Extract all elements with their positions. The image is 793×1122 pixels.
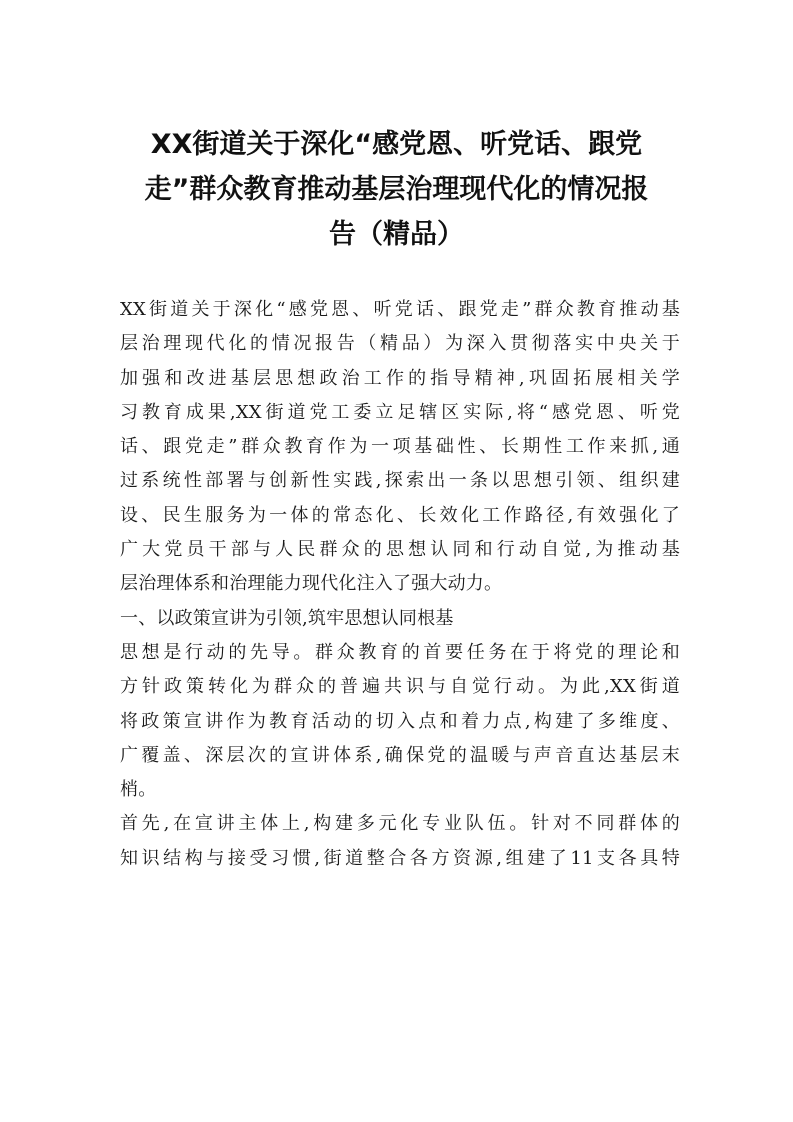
body-line: 知识结构与接受习惯,街道整合各方资源,组建了11支各具特 bbox=[120, 847, 680, 869]
title-line: 告（精品） bbox=[329, 219, 464, 250]
body-line: 话、跟党走”群众教育作为一项基础性、长期性工作来抓,通 bbox=[120, 436, 680, 458]
body-line: 梢。 bbox=[120, 779, 157, 801]
body-line: 方针政策转化为群众的普遍共识与自觉行动。为此,XX街道 bbox=[120, 676, 680, 698]
body-line: 广覆盖、深层次的宣讲体系,确保党的温暖与声音直达基层末 bbox=[120, 744, 680, 766]
body-line: 过系统性部署与创新性实践,探索出一条以思想引领、组织建 bbox=[120, 470, 680, 492]
document-body bbox=[120, 293, 680, 876]
body-line: 设、民生服务为一体的常态化、长效化工作路径,有效强化了 bbox=[120, 504, 680, 526]
title-line: 走”群众教育推动基层治理现代化的情况报 bbox=[144, 174, 649, 205]
body-line: 思想是行动的先导。群众教育的首要任务在于将党的理论和 bbox=[120, 641, 680, 663]
body-line: 习教育成果,XX街道党工委立足辖区实际,将“感党恩、听党 bbox=[120, 401, 680, 423]
body-line: 层治理体系和治理能力现代化注入了强大动力。 bbox=[120, 573, 503, 595]
section-heading: 一、以政策宣讲为引领,筑牢思想认同根基 bbox=[120, 607, 454, 629]
body-line: 广大党员干部与人民群众的思想认同和行动自觉,为推动基 bbox=[120, 539, 680, 561]
body-line: XX街道关于深化“感党恩、听党话、跟党走”群众教育推动基 bbox=[120, 299, 680, 320]
body-line: 将政策宣讲作为教育活动的切入点和着力点,构建了多维度、 bbox=[120, 710, 680, 732]
body-line: 层治理现代化的情况报告（精品）为深入贯彻落实中央关于 bbox=[120, 333, 680, 355]
body-line: 加强和改进基层思想政治工作的指导精神,巩固拓展相关学 bbox=[120, 367, 680, 389]
document-title bbox=[110, 122, 683, 257]
title-line: XX街道关于深化“感党恩、听党话、跟党 bbox=[150, 129, 643, 160]
body-line: 首先,在宣讲主体上,构建多元化专业队伍。针对不同群体的 bbox=[120, 813, 680, 835]
